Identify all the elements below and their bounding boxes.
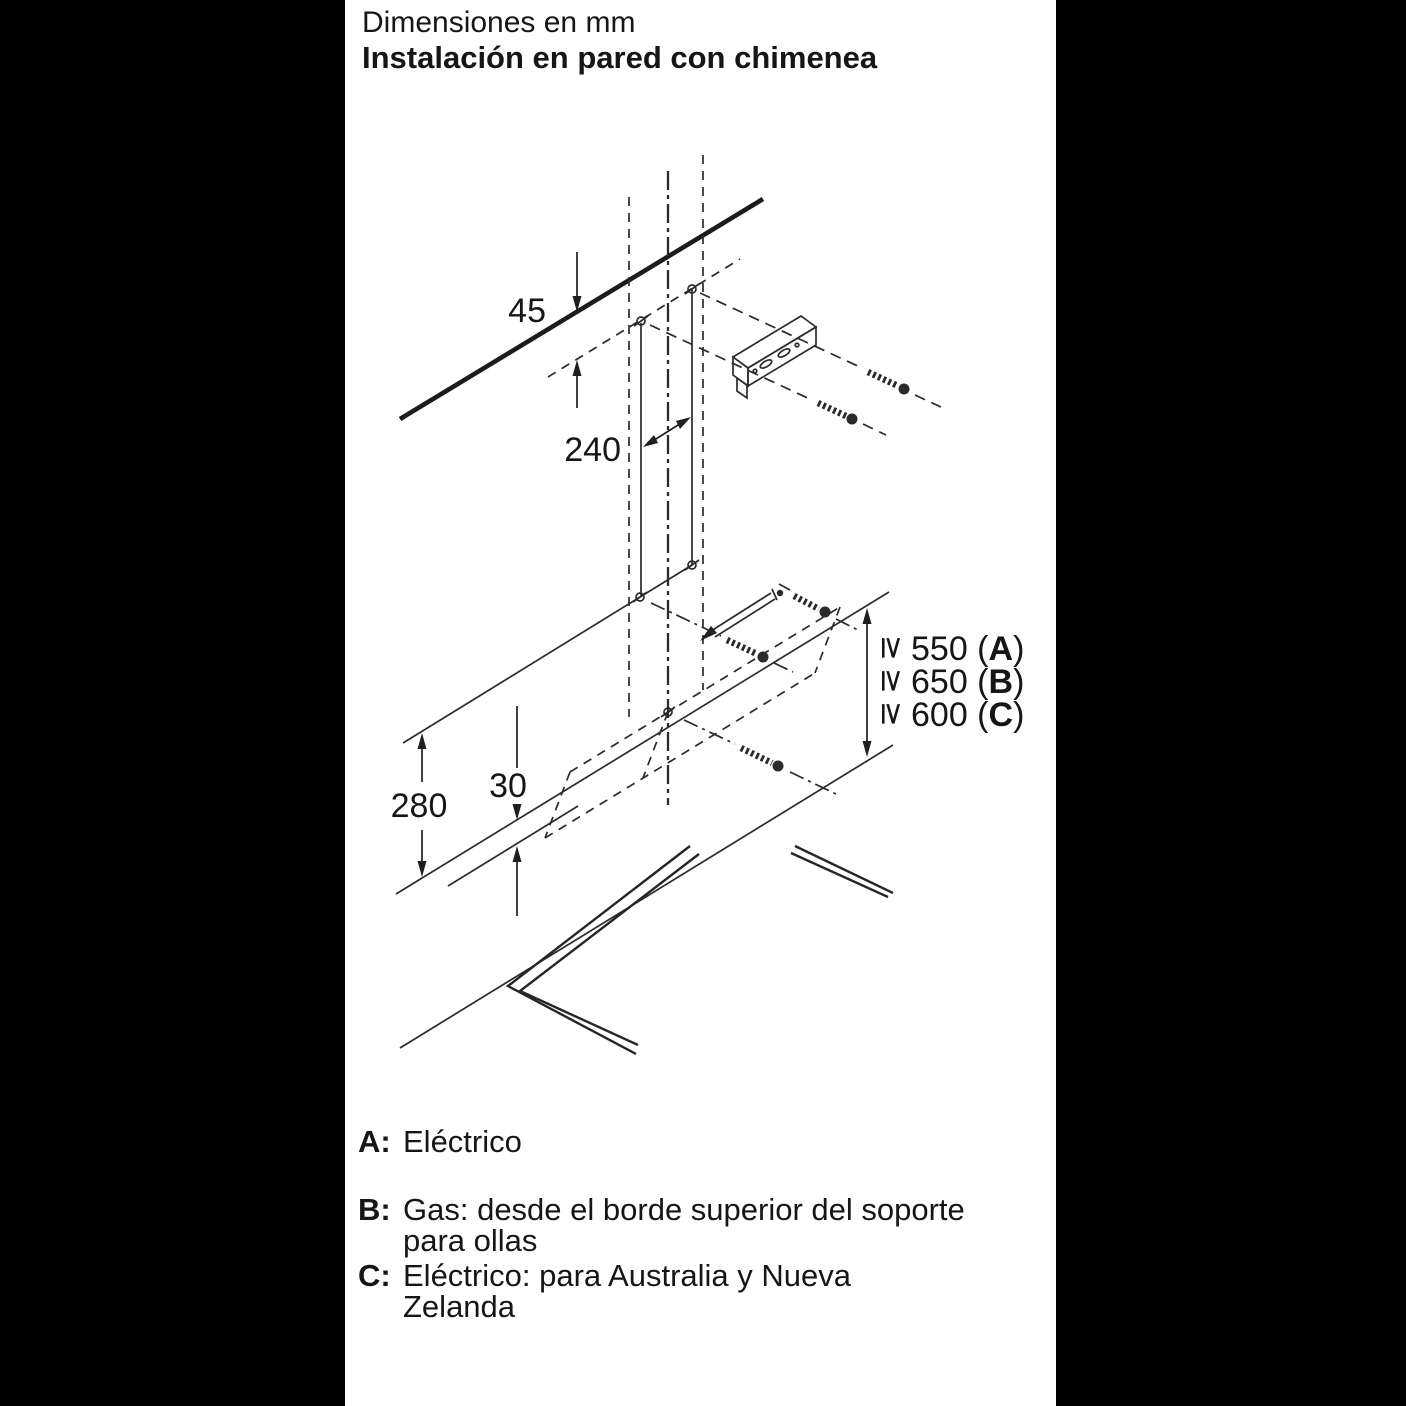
lower-holes-line <box>403 565 692 743</box>
edge-line <box>448 806 578 886</box>
hood-outline <box>545 607 840 838</box>
mounting-holes <box>633 284 699 717</box>
dim-30-label: 30 <box>489 767 527 805</box>
bracket-hook <box>737 378 747 398</box>
legend-key-a: A: <box>358 1124 391 1159</box>
manual-page <box>345 0 1056 1406</box>
drill-hole <box>634 316 648 326</box>
ceiling-line <box>400 199 763 419</box>
legend-item-a <box>358 1126 1038 1158</box>
legend-text: para ollas <box>403 1223 538 1258</box>
screw <box>868 372 941 407</box>
dimension-280 <box>391 733 448 877</box>
title-installation: Instalación en pared con chimenea <box>362 40 878 75</box>
wall-base-line <box>400 745 893 1048</box>
legend-key-c: C: <box>358 1257 391 1293</box>
screw <box>794 596 858 630</box>
drill-hole <box>685 284 699 294</box>
clearance-labels <box>874 630 1024 734</box>
clearance-dimension <box>863 608 872 757</box>
legend <box>358 1126 1038 1323</box>
hood-fixing-screws <box>651 584 858 794</box>
clearance-row: 650 (B) <box>911 663 1025 701</box>
legend-text: Eléctrico: para Australia y Nueva <box>403 1257 851 1293</box>
screw <box>818 403 886 435</box>
legend-item-c <box>358 1257 1038 1324</box>
legend-item-b <box>358 1191 1038 1258</box>
dimension-240 <box>564 417 691 469</box>
legend-text: Eléctrico <box>403 1124 522 1159</box>
title-units: Dimensiones en mm <box>362 6 636 39</box>
gte-symbol: ≥ <box>874 701 910 727</box>
gte-symbol: ≥ <box>874 635 910 661</box>
clearance-row: 550 (A) <box>911 630 1025 668</box>
dim-280-label: 280 <box>390 787 448 825</box>
wall-plug <box>700 589 783 641</box>
clearance-row: 600 (C) <box>911 696 1025 734</box>
hood-bottom-line <box>396 592 889 894</box>
dim-45-label: 45 <box>508 292 546 330</box>
bracket-screws <box>650 293 941 435</box>
legend-text: Gas: desde el borde superior del soporte <box>403 1191 965 1227</box>
dimension-30 <box>489 706 527 916</box>
countertop <box>508 846 893 1054</box>
screw <box>741 748 836 794</box>
legend-text: Zelanda <box>403 1289 516 1324</box>
wall-reference-lines <box>396 565 889 894</box>
gte-symbol: ≥ <box>874 668 910 694</box>
legend-key-b: B: <box>358 1191 391 1227</box>
dim-240-label: 240 <box>564 431 621 469</box>
